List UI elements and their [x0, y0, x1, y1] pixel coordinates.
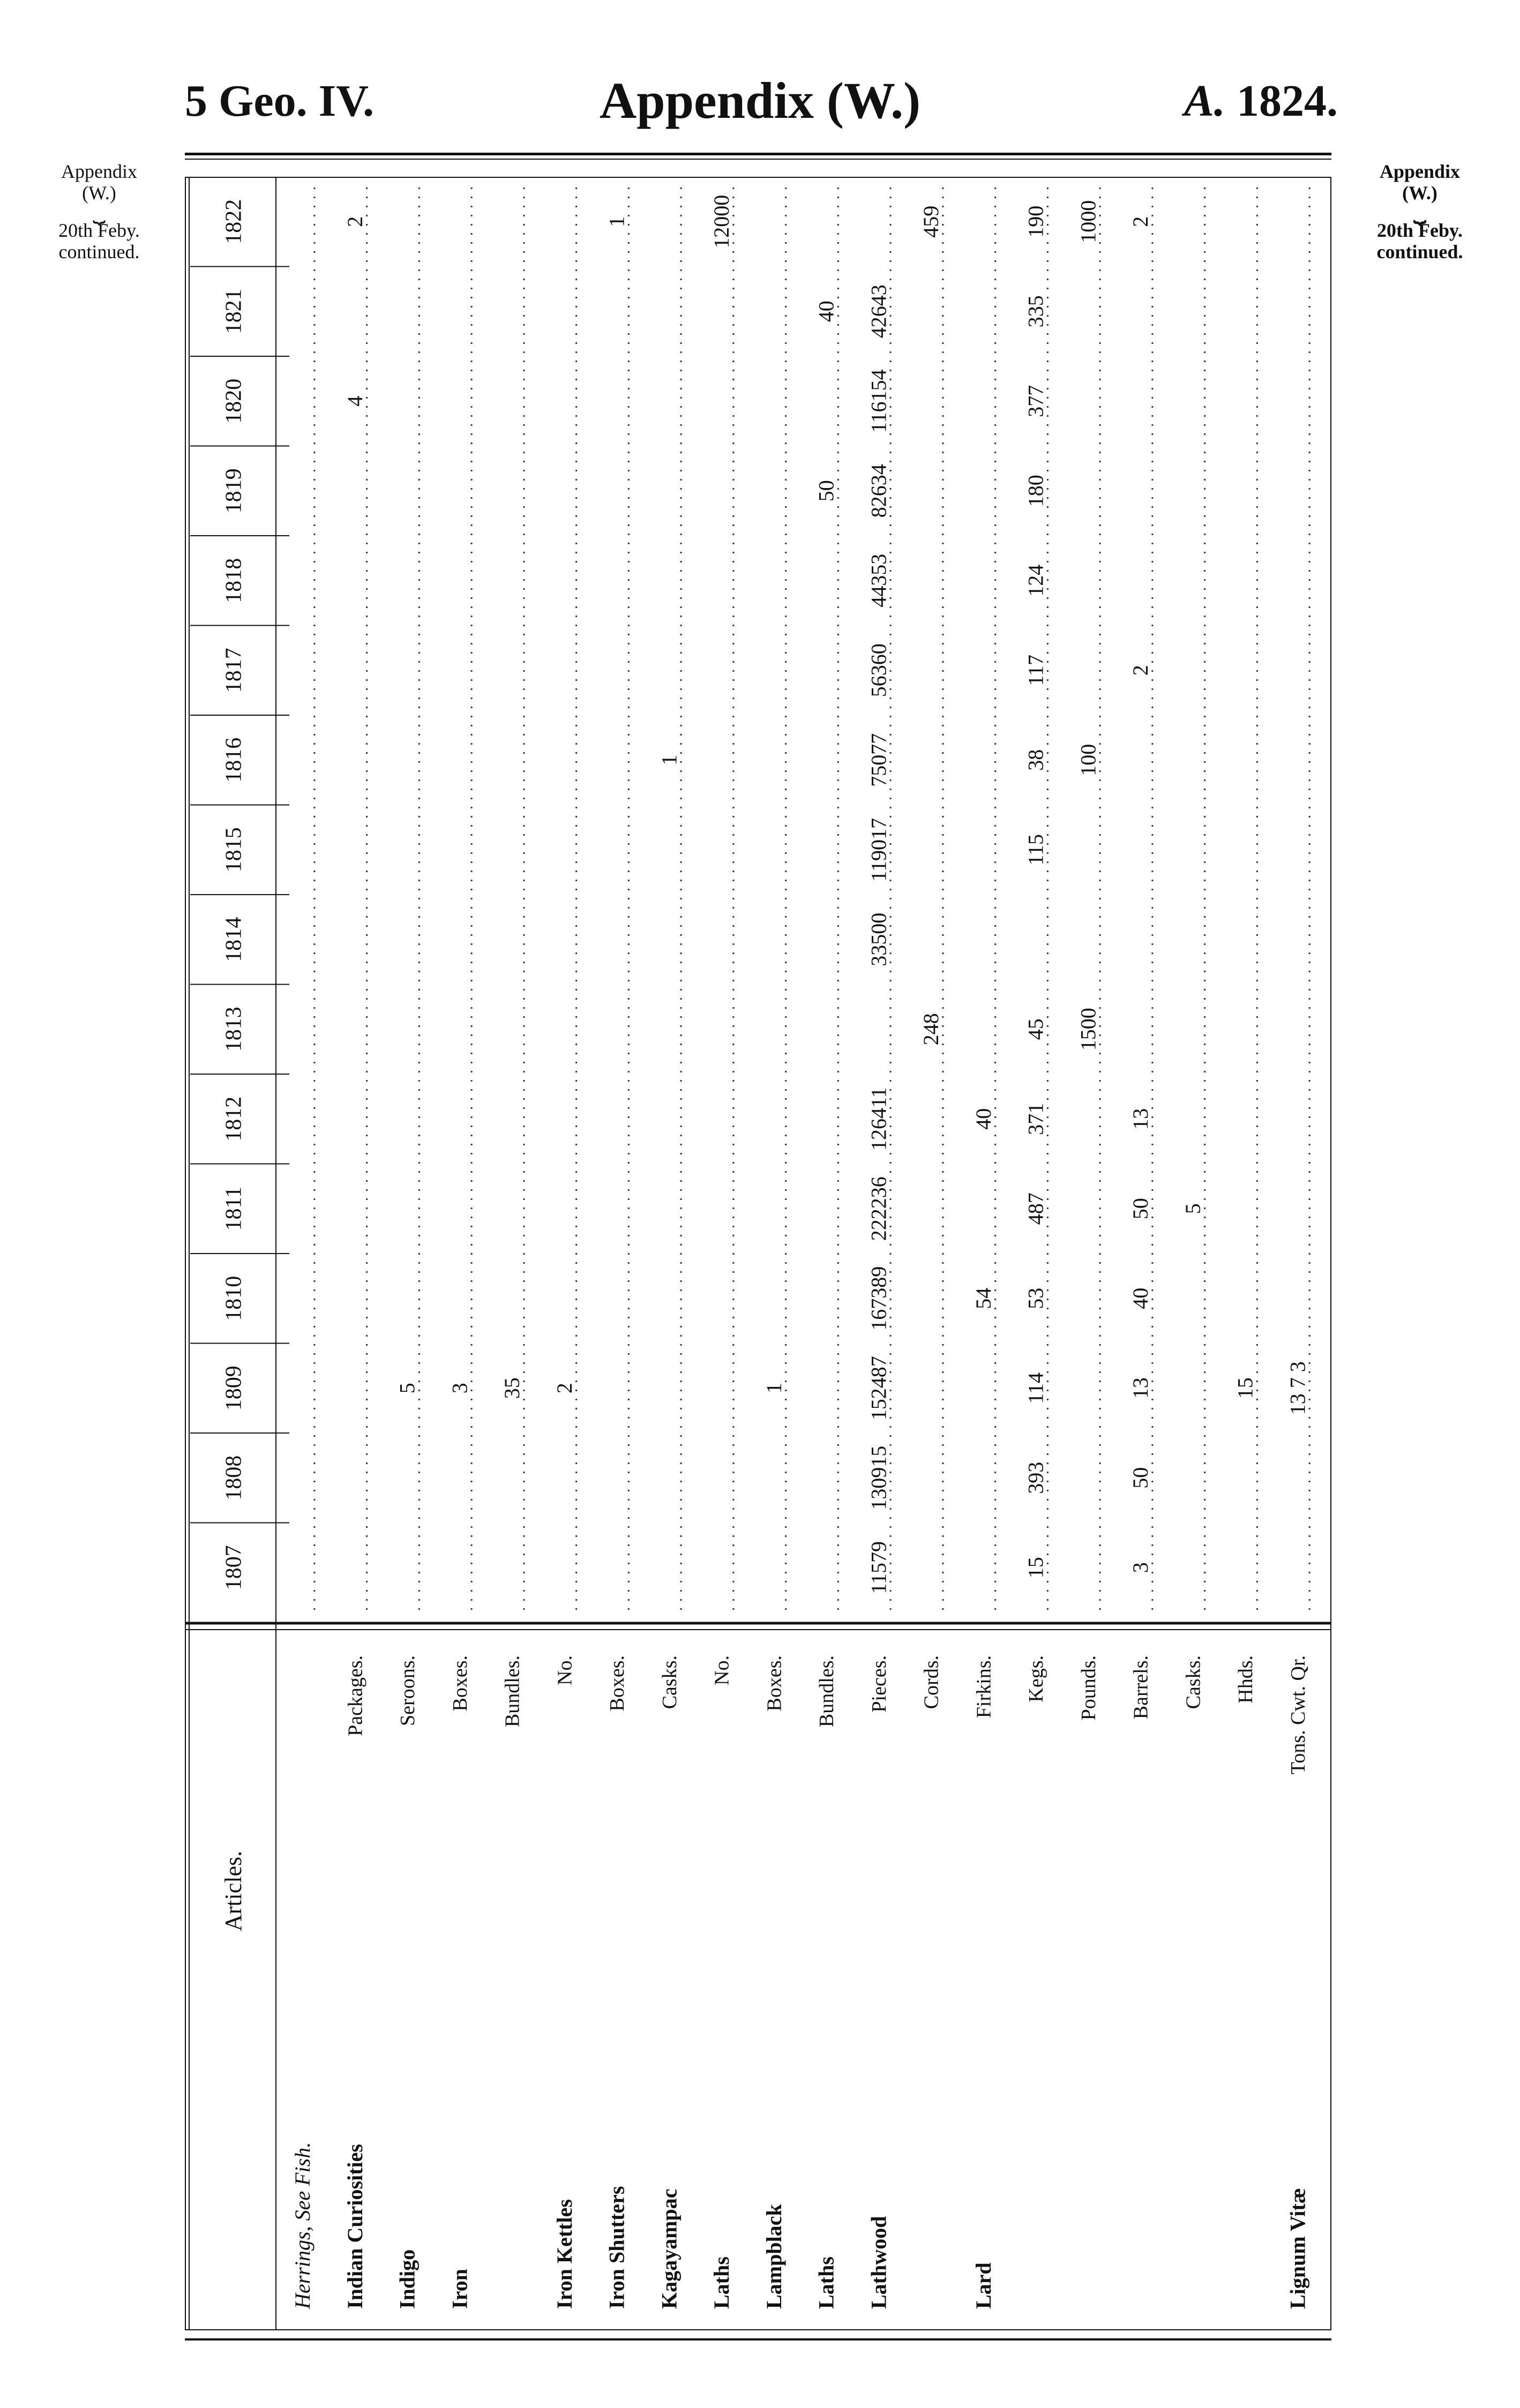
data-cell: 152487 — [866, 1356, 891, 1421]
year-value: 1824. — [1237, 76, 1338, 126]
data-cell: 40 — [971, 1108, 995, 1130]
article-name: Indigo — [395, 2249, 420, 2309]
data-cell: 40 — [1128, 1287, 1153, 1309]
year-label: 1817 — [221, 648, 246, 693]
data-cell: 45 — [1023, 1018, 1048, 1040]
data-cell: 50 — [1128, 1198, 1153, 1220]
data-cell: 2 — [1128, 665, 1153, 676]
data-cell: 15 — [1233, 1377, 1257, 1399]
data-cell: 124 — [1023, 564, 1048, 597]
data-cell: 119017 — [866, 817, 891, 882]
data-cell: 190 — [1023, 205, 1048, 238]
year-label: 1808 — [221, 1455, 246, 1501]
article-name: Indian Curiosities — [342, 2144, 367, 2309]
year-label: 1812 — [221, 1096, 246, 1142]
unit-label: Tons. Cwt. Qr. — [1286, 1655, 1309, 1775]
data-cell: 33500 — [866, 912, 891, 966]
header-rule-thin — [185, 159, 1331, 160]
article-name: Herrings, See Fish. — [290, 2142, 315, 2309]
data-cell: 180 — [1023, 475, 1048, 507]
data-cell: 5 — [1180, 1203, 1205, 1214]
rotated-table — [185, 177, 1331, 2330]
article-name: Iron Kettles — [552, 2199, 576, 2309]
data-cell: 393 — [1023, 1461, 1048, 1494]
data-cell: 2 — [1128, 216, 1153, 227]
data-cell: 56360 — [866, 643, 891, 697]
data-cell: 2 — [552, 1383, 576, 1394]
data-cell: 35 — [500, 1377, 525, 1399]
article-name: Lignum Vitæ — [1285, 2188, 1310, 2309]
data-cell: 4 — [342, 395, 367, 407]
data-cell: 130915 — [866, 1445, 891, 1510]
data-cell: 40 — [814, 301, 838, 322]
data-cell: 1 — [604, 216, 629, 227]
brace-icon: ⏟ — [1413, 199, 1426, 223]
data-cell: 50 — [814, 480, 838, 502]
data-cell: 13 7 3 — [1285, 1361, 1310, 1415]
article-name: Kagayampac — [657, 2188, 682, 2309]
margin-note-line: Appendix — [1379, 161, 1461, 182]
data-cell: 115 — [1023, 834, 1048, 866]
year-label: 1819 — [221, 468, 246, 514]
unit-label: Firkins. — [972, 1655, 995, 1719]
data-cell: 13 — [1128, 1108, 1153, 1130]
margin-note-line: Appendix — [61, 161, 137, 182]
year-prefix: A. — [1184, 76, 1225, 126]
data-cell: 1000 — [1076, 200, 1100, 243]
unit-label: No. — [710, 1655, 733, 1685]
data-cell: 117 — [1023, 654, 1048, 686]
year-label: 1822 — [221, 199, 246, 244]
data-cell: 1500 — [1076, 1008, 1100, 1051]
data-cell: 1 — [657, 754, 682, 766]
data-cell: 13 — [1128, 1377, 1153, 1399]
unit-label: Boxes. — [763, 1655, 786, 1712]
header-rule — [185, 153, 1331, 155]
margin-note-line: continued. — [58, 241, 140, 262]
margin-note-line: 20th Feby. — [58, 220, 140, 241]
data-cell: 15 — [1023, 1557, 1048, 1579]
unit-label: Seroons. — [396, 1655, 420, 1726]
table-frame — [185, 177, 1331, 2330]
article-name: Lampblack — [761, 2204, 786, 2309]
data-cell: 3 — [1128, 1562, 1153, 1573]
unit-label: Packages. — [344, 1655, 367, 1736]
margin-note-line: (W.) — [82, 182, 116, 204]
table-svg — [185, 177, 1331, 2330]
article-name: Laths — [709, 2256, 734, 2309]
data-cell: 222236 — [866, 1176, 891, 1241]
unit-label: Boxes. — [448, 1655, 471, 1712]
margin-note-line: (W.) — [1402, 182, 1437, 204]
data-cell: 75077 — [866, 733, 891, 787]
data-cell: 38 — [1023, 749, 1048, 771]
year-label: 1818 — [221, 558, 246, 603]
data-cell: 1 — [761, 1383, 786, 1394]
year-label: 1816 — [221, 737, 246, 783]
data-cell: 11579 — [866, 1541, 891, 1594]
article-name: Lathwood — [866, 2216, 891, 2309]
unit-label: Hhds. — [1234, 1655, 1257, 1704]
data-cell: 100 — [1076, 744, 1100, 776]
year-label: 1821 — [221, 289, 246, 334]
article-name: Laths — [814, 2256, 838, 2309]
unit-label: Casks. — [1182, 1655, 1205, 1709]
articles-header: Articles. — [220, 1850, 247, 1932]
data-cell: 50 — [1128, 1467, 1153, 1489]
year-label: 1809 — [221, 1366, 246, 1411]
unit-label: Casks. — [658, 1655, 681, 1709]
margin-note-line: 20th Feby. — [1376, 220, 1463, 241]
article-name: Iron Shutters — [604, 2186, 629, 2309]
unit-label: Bundles. — [815, 1655, 838, 1728]
footer-rule — [185, 2338, 1331, 2341]
year-label: 1813 — [221, 1007, 246, 1052]
data-cell: 42643 — [866, 284, 891, 339]
margin-note-right — [1353, 161, 1487, 262]
data-cell: 126411 — [866, 1087, 891, 1151]
unit-label: Cords. — [920, 1655, 943, 1709]
data-cell: 82634 — [866, 464, 891, 518]
data-cell: 5 — [395, 1383, 420, 1394]
running-head-year — [1184, 75, 1338, 127]
unit-label: Kegs. — [1025, 1655, 1048, 1702]
data-cell: 54 — [971, 1287, 995, 1309]
year-label: 1811 — [221, 1187, 246, 1231]
data-cell: 114 — [1023, 1372, 1048, 1404]
data-cell: 116154 — [866, 369, 891, 433]
year-label: 1810 — [221, 1276, 246, 1321]
data-cell: 487 — [1023, 1192, 1048, 1225]
margin-note-line: continued. — [1376, 241, 1463, 262]
data-cell: 44353 — [866, 553, 891, 607]
data-cell: 167389 — [866, 1266, 891, 1331]
brace-icon: ⏟ — [93, 199, 106, 223]
year-label: 1814 — [221, 917, 246, 962]
data-cell: 377 — [1023, 385, 1048, 417]
data-cell: 12000 — [709, 194, 734, 249]
unit-label: Barrels. — [1129, 1655, 1152, 1720]
data-cell: 3 — [447, 1383, 472, 1394]
unit-label: Bundles. — [501, 1655, 524, 1728]
data-cell: 2 — [342, 216, 367, 227]
running-head-left: 5 Geo. IV. — [185, 76, 375, 126]
year-label: 1820 — [221, 378, 246, 424]
article-name: Iron — [447, 2269, 472, 2309]
data-cell: 335 — [1023, 295, 1048, 328]
year-label: 1807 — [221, 1545, 246, 1591]
unit-label: Pounds. — [1077, 1655, 1100, 1721]
unit-label: Pieces. — [867, 1655, 890, 1713]
unit-label: Boxes. — [606, 1655, 629, 1712]
data-cell: 371 — [1023, 1102, 1048, 1135]
data-cell: 53 — [1023, 1287, 1048, 1309]
margin-note-left — [32, 161, 166, 262]
data-cell: 248 — [919, 1013, 944, 1046]
year-label: 1815 — [221, 827, 246, 873]
data-cell: 459 — [919, 205, 944, 238]
running-head-title: Appendix (W.) — [599, 72, 921, 129]
article-name: Lard — [971, 2262, 995, 2309]
unit-label: No. — [553, 1655, 576, 1685]
